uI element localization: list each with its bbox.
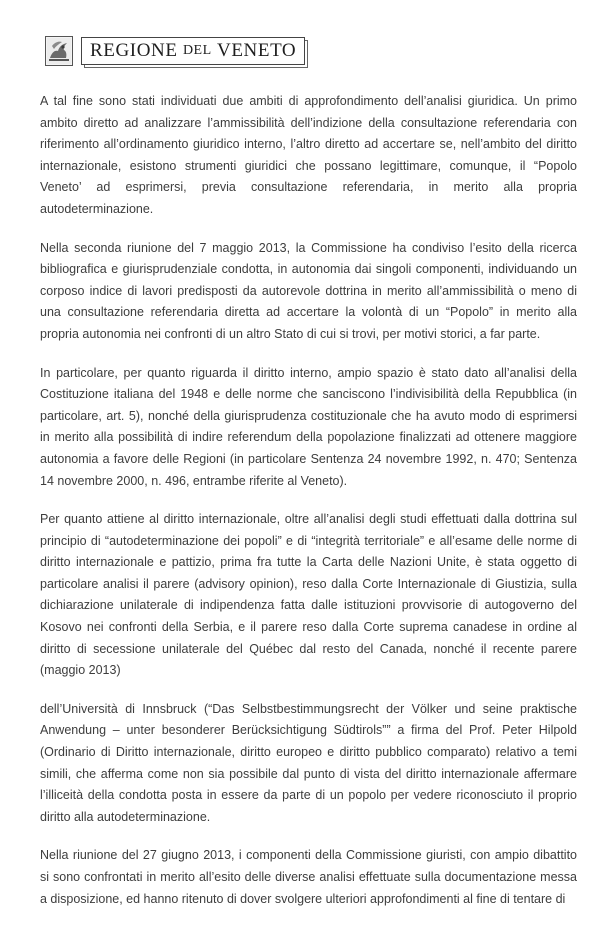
paragraph-diritto-interno: In particolare, per quanto riguarda il diritto interno, ampio spazio è stato dato all’analisi della Costituzione italiana del 1948 e delle norme che sanciscono l’indivisibilità della Repubblica (in particolare, art. 5), nonché della giurisprudenza costituzionale che ha avuto modo di esprimersi in merito alla possibilità di indire referendum della popolazione finalizzati ad ottenere maggiore autonomia a favore delle Regioni (in particolare Sentenza 24 novembre 1992, n. 470; Sentenza 14 novembre 2000, n. 496, entrambe riferite al Veneto). — [40, 365, 577, 488]
paragraph-seconda-riunione: Nella seconda riunione del 7 maggio 2013, la Commissione ha condiviso l’esito della ricerca bibliografica e giurisprudenziale condotta, in autonomia dai singoli componenti, individuando un corposo indice di lavori predisposti da autorevole dottrina in merito all’ammissibilità o meno di una consultazione referendaria diretta ad accertare la volontà di un “Popolo” in merito alla propria autonomia nei confronti di un altro Stato di cui si trovi, per motivi storici, a far parte. — [40, 240, 577, 341]
logo-word-veneto: VENETO — [217, 40, 297, 61]
paragraph-ambiti: A tal fine sono stati individuati due ambiti di approfondimento dell’analisi giuridica. Un primo ambito diretto ad analizzare l’ammissibilità dell’indizione della consultazione referendaria con riferimento all’ordinamento giuridico interno, l’altro diretto ad accertare se, nell’ambito del diritto internazionale, esistono strumenti giuridici che possano legittimare, comunque, il “Popolo Veneto’ ad esprimersi, previa consultazione referendaria, in merito alla propria autodeterminazione. — [40, 94, 577, 216]
paragraph-universita-innsbruck: dell’Università di Innsbruck (“Das Selbstbestimmungsrecht der Völker und seine praktische Anwendung – unter besonderer Berücksichtigung Südtirols”” a firma del Prof. Peter Hilpold (Ordinario di Diritto internazionale, diritto europeo e diritto pubblico comparato) relativo a temi simili, che afferma come non sia possibile dal punto di vista del diritto internazionale affermare l’illiceità della condotta posta in essere da parte di un popolo per vedere riconosciuto il proprio diritto alla autodeterminazione. — [40, 701, 577, 824]
logo-word-regione: REGIONE — [90, 40, 178, 61]
document-body — [40, 91, 577, 927]
logo-word-del: DEL — [182, 43, 212, 58]
paragraph-riunione-giugno: Nella riunione del 27 giugno 2013, i componenti della Commissione giuristi, con ampio dibattito si sono confrontati in merito all’esito delle diverse analisi effettuate sulla documentazione messa a disposizione, ed hanno ritenuto di dover svolgere ulteriori approfondimenti al fine di tentare di — [40, 848, 577, 906]
paragraph-diritto-internazionale: Per quanto attiene al diritto internazionale, oltre all’analisi degli studi effettuati dalla dottrina sul principio di “autodeterminazione dei popoli” e di “integrità territoriale” e all’esame delle norme di diritto internazionale e pattizio, prima fra tutte la Carta delle Nazioni Unite, è stata oggetto di particolare analisi il parere (advisory opinion), reso dalla Corte Internazionale di Giustizia, sulla dichiarazione unilaterale di indipendenza fatta dalle istituzioni provvisorie di autogoverno del Kosovo nei confronti della Serbia, e il parere reso dalla Corte suprema canadese in ordine al diritto di secessione unilaterale del Québec dal resto del Canada, nonché il recente parere (maggio 2013) — [40, 512, 577, 678]
region-logo-wordmark — [81, 37, 305, 65]
document-header — [45, 32, 305, 70]
winged-lion-emblem-icon — [45, 36, 73, 66]
